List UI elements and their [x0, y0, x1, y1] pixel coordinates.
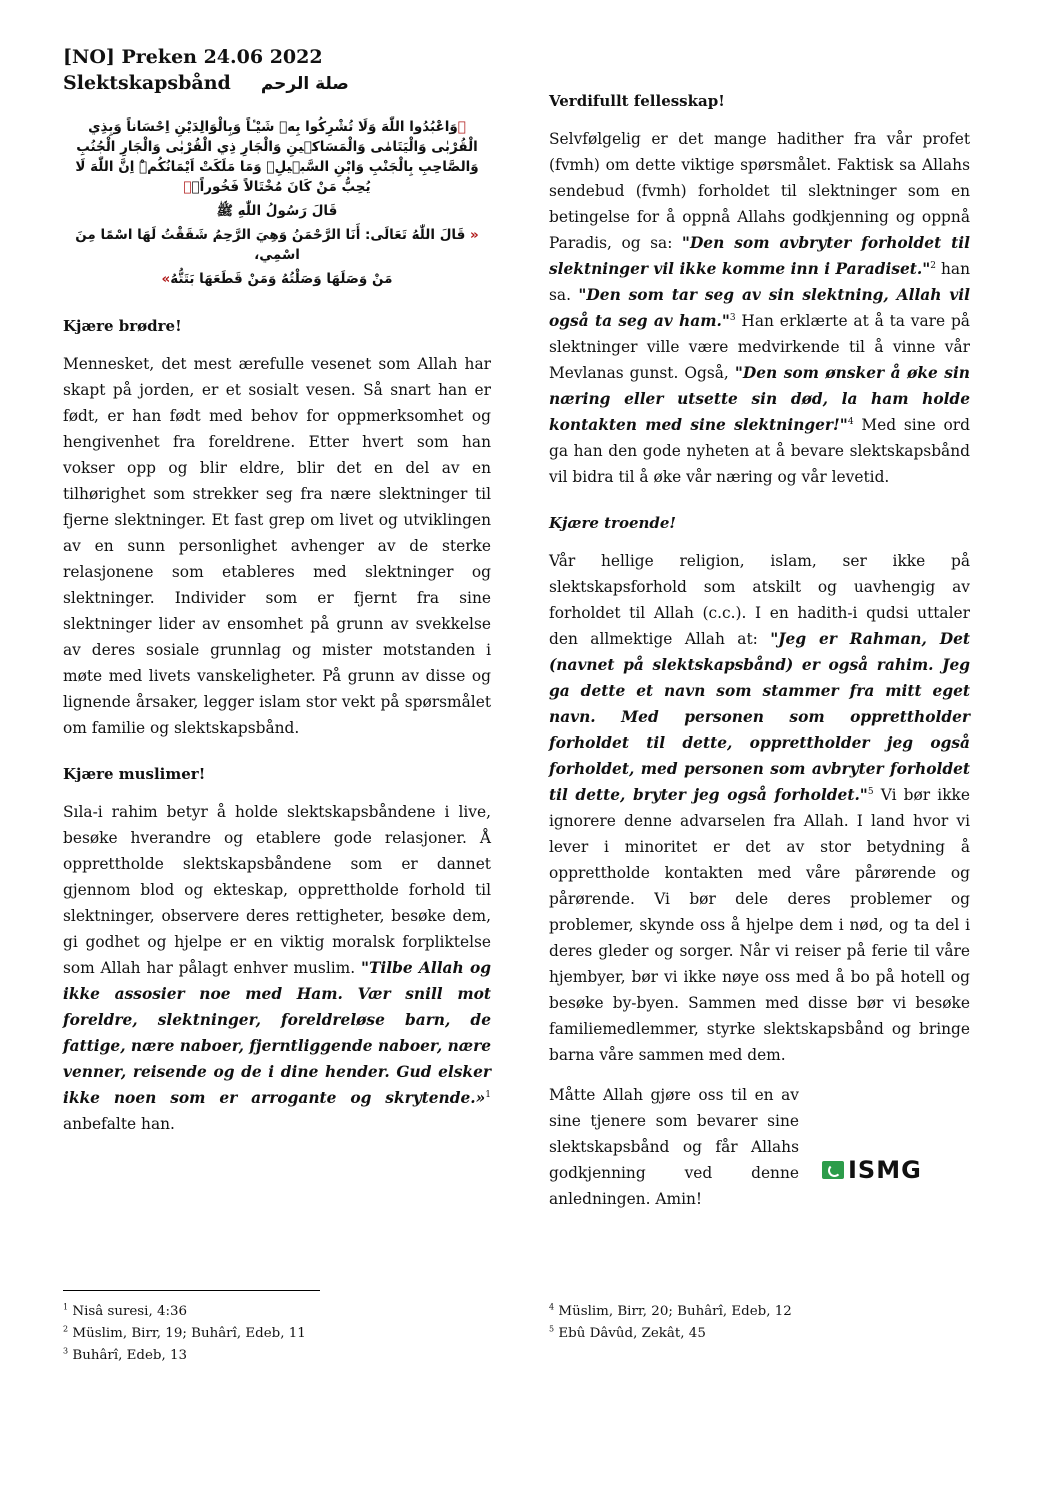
quran-quote: "Tilbe Allah og ikke assosier noe med Ham. Vær snill mot foreldre, slektninger, foreldreløse barn, de fattige, nære naboer, fjerntliggende naboer, nære venner, reisende og de i dine hender. Gud elsker ikke noen som er arrogante og skrytende.» — [63, 959, 492, 1107]
paragraph-religion: Vår hellige religion, islam, ser ikke på slektskapsforhold som atskilt og uavhengig av forholdet til Allah (c.c.). I en hadith-i qudsi uttaler den allmektige Allah at: "Jeg er Rahman, Det (navnet på slektskapsbånd) er også rahim. Jeg ga dette et navn som stammer fra mitt eget navn. Med personen som opprettholder forholdet til dette, opprettholder jeg også forholdet, med personen som avbryter forholdet til dette, bryter jeg også forholdet."$^5$ Vi bør ikke ignorere denne advarselen fra Allah. I land hvor vi lever i minoritet er det av stor betydning å opprettholde kontakten med våre pårørende og pårørende. Vi bør dele deres problemer og problemer, skynde oss å hjelpe dem i nød, og ta del i deres gleder og sorger. Når vi reiser på ferie til våre hjembyer, bør vi ikke nøye oss med å bo på hotell og besøke by-byen. Sammen med disse bør vi besøke familiemedlemmer, styrke slektskapsbånd og bringe barna våre sammen med dem. — [549, 552, 970, 1064]
ayah-close-bracket: ﴾ — [183, 179, 192, 195]
footnote: $^5$ Ebû Dâvûd, Zekât, 45 — [549, 1324, 706, 1341]
footnote: $^2$ Müslim, Birr, 19; Buhârî, Edeb, 11 — [63, 1324, 306, 1341]
ismg-logo-icon — [822, 1161, 844, 1179]
footnote-separator — [63, 1290, 320, 1291]
subtitle-arabic: صلة الرحم — [260, 74, 349, 94]
subtitle-row — [63, 70, 491, 97]
footnote-ref-5[interactable]: 5 — [867, 786, 874, 797]
right-column — [549, 90, 970, 1226]
footnote: $^4$ Müslim, Birr, 20; Buhârî, Edeb, 12 — [549, 1302, 792, 1319]
footnotes-left — [63, 1301, 306, 1367]
footnote: $^1$ Nisâ suresi, 4:36 — [63, 1302, 188, 1319]
heading-kjaere-troende: Kjære troende! — [549, 514, 677, 532]
footnotes-right — [549, 1301, 792, 1345]
paragraph-sila-i-rahim: Sıla-i rahim betyr å holde slektskapsbåndene i live, besøke hverandre og etablere gode relasjoner. Å opprettholde slektskapsbåndene som er dannet gjennom blod og ekteskap, opprettholde forhold til slektninger, observere deres rettigheter, besøke dem, gi godhet og hjelpe er en viktig moralsk forpliktelse som Allah har pålagt enhver muslim. "Tilbe Allah og ikke assosier noe med Ham. Vær snill mot foreldre, slektninger, foreldreløse barn, de fattige, nære naboer, fjerntliggende naboer, nære venner, reisende og de i dine hender. Gud elsker ikke noen som er arrogante og skrytende.»$^1$ anbefalte han. — [63, 803, 492, 1133]
ismg-logo — [822, 1156, 922, 1184]
hadith-line-1: « قَالَ اللّٰهُ تَعَالَى: أَنَا الرَّحْمَنُ وَهِيَ الرَّحِمُ شَقَقْتُ لَهَا اسْمًا مِنَ اسْمِي، — [75, 227, 479, 263]
footnote-ref-3[interactable]: 3 — [729, 312, 736, 323]
ismg-logo-text: ISMG — [848, 1156, 922, 1184]
footnote-ref-2[interactable]: 2 — [930, 260, 937, 271]
footnote-ref-4[interactable]: 4 — [847, 416, 854, 427]
left-column — [63, 44, 491, 1151]
closing-block — [549, 1082, 970, 1212]
paragraph-closing: Måtte Allah gjøre oss til en av sine tjenere som bevarer sine slektskapsbånd og får Allahs godkjenning ved denne anledningen. Amin! — [549, 1086, 799, 1208]
hadith-intro: قَالَ رَسُولُ اللّٰهِ ﷺ — [216, 203, 338, 219]
heading-verdifullt-fellesskap: Verdifullt fellesskap! — [549, 92, 725, 110]
document-title: [NO] Preken 24.06 2022 — [63, 46, 323, 68]
heading-kjaere-brodre: Kjære brødre! — [63, 317, 182, 335]
paragraph-hadiths: Selvfølgelig er det mange hadither fra vår profet (fvmh) om dette viktige spørsmålet. Faktisk sa Allahs sendebud (fvmh) forholdet til slektninger som en betingelse for å oppnå Allahs godkjenning og oppnå Paradis, og sa: "Den som avbryter forholdet til slektninger vil ikke komme inn i Paradiset."$^2$ han sa. "Den som tar seg av sin slektning, Allah vil også ta seg av ham."$^3$ Han erklærte at å ta vare på slektninger ville være medvirkende til å vinne vår Mevlanas gunst. Også, "Den som ønsker å øke sin næring eller utsette sin død, la ham holde kontakten med sine slektninger!"$^4$ Med sine ord ga han den gode nyheten at å bevare slektskapsbånd vil bidra til å øke vår næring og vår levetid. — [549, 130, 971, 486]
heading-kjaere-muslimer: Kjære muslimer! — [63, 765, 206, 783]
footnote: $^3$ Buhârî, Edeb, 13 — [63, 1346, 188, 1363]
document-subtitle: Slektskapsbånd — [63, 72, 231, 94]
ayah-open-bracket: ﴿ — [457, 119, 466, 135]
footnote-ref-1[interactable]: 1 — [485, 1089, 491, 1100]
arabic-verse-block — [63, 117, 491, 289]
hadith-line-2: مَنْ وَصَلَهَا وَصَلْتُهُ وَمَنْ قَطَعَهَا بَتَتُّهُ» — [161, 271, 393, 287]
ayah-text: ﴿وَاعْبُدُوا اللّٰهَ وَلَا تُشْرِكُوا بِه۪ شَيْـٔاً وَبِالْوَالِدَيْنِ اِحْسَاناً وَبِذِي الْقُرْبٰى وَالْيَتَامٰى وَالْمَسَاك۪ينِ وَالْجَارِ ذِي الْقُرْبٰى وَالْجَارِ الْجُنُبِ وَالصَّاحِبِ بِالْجَنْبِ وَابْنِ السَّب۪يلِۙ وَمَا مَلَكَتْ اَيْمَانُكُمْۜ اِنَّ اللّٰهَ لَا يُحِبُّ مَنْ كَانَ مُخْتَالاً فَخُوراًۙ﴾ — [75, 119, 479, 195]
paragraph-intro: Mennesket, det mest ærefulle vesenet som Allah har skapt på jorden, er et sosialt vesen. Så snart han er født, er han født med behov for oppmerksomhet og hengivenhet fra foreldrene. Etter hvert som han vokser opp og blir eldre, blir det en del av en tilhørighet som strekker seg fra nære slektninger til fjerne slektninger. Et fast grep om livet og utviklingen av en sunn personlighet avhenger av de sterke relasjonene som etableres med slektninger og slektninger. Individer som er fjernt fra sine slektninger lider av ensomhet på grunn av svekkelse av deres sosiale grunnlag og mister motstanden i møte med livets vanskeligheter. På grunn av disse og lignende årsaker, legger islam stor vekt på spørsmålet om familie og slektskapsbånd. — [63, 355, 491, 737]
